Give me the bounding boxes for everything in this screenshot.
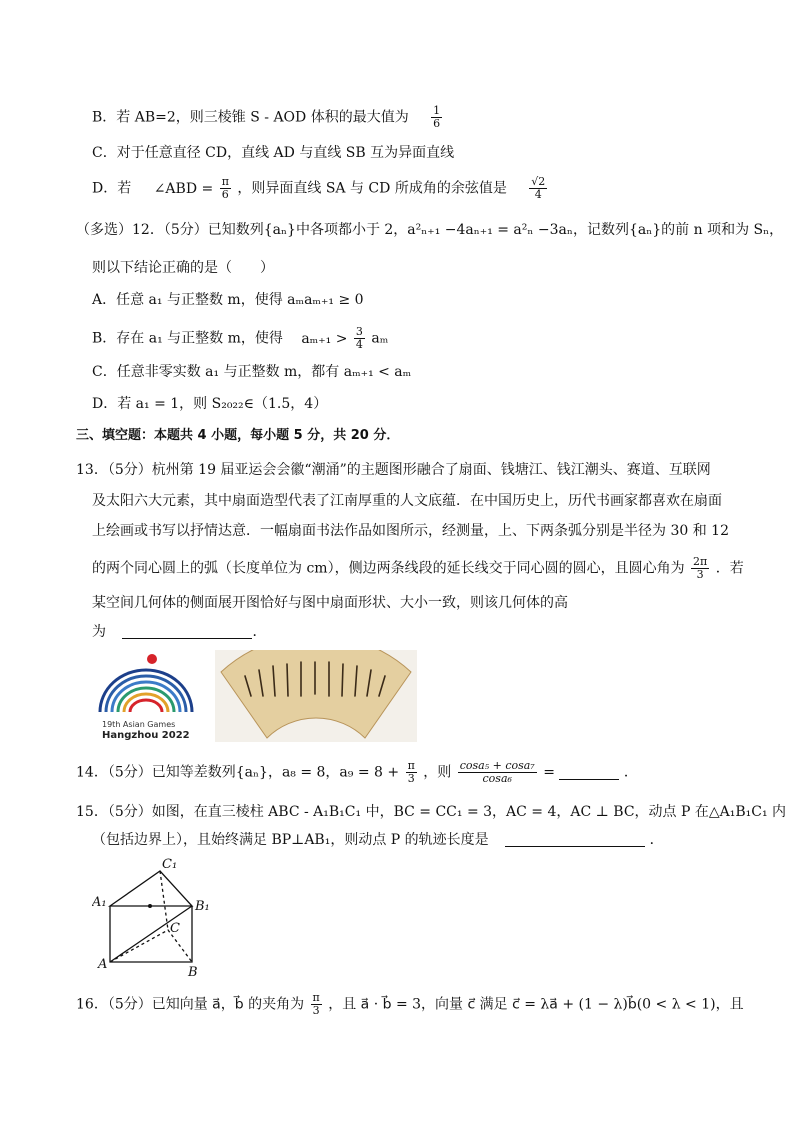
hidden-edge-cc1 [160, 871, 168, 930]
logo-caption-line2: Hangzhou 2022 [102, 730, 190, 741]
fraction-cos-ratio: $\frac{\text{cosa₅ + cosa₇}}{\text{cosa₆}}$ [459, 759, 535, 785]
top-face [110, 871, 192, 906]
answer-blank-15[interactable] [505, 832, 645, 847]
fan-shape [221, 650, 411, 738]
fraction-two-pi-over-three: $\frac{2\pi}{3}$ [693, 555, 708, 581]
asian-games-logo [90, 650, 202, 742]
fraction-one-sixth: $\frac{1}{6}$ [433, 104, 441, 130]
label-b1: B₁ [195, 899, 210, 914]
q15-line1: 15．（5分）如图，在直三棱柱 ABC - A₁B₁C₁ 中，BC = CC₁ = 3，AC = 4，AC ⊥ BC，动点 P 在△A₁B₁C₁ 内 [76, 804, 787, 820]
label-c1: C₁ [162, 857, 178, 872]
answer-blank-13[interactable] [122, 624, 252, 639]
answer-blank-14[interactable] [559, 765, 619, 780]
fraction-pi-over-three: $\frac{\pi}{3}$ [407, 759, 415, 785]
label-a1: A₁ [92, 895, 107, 910]
q12-option-d: D．若 a₁ = 1，则 S₂₀₂₂∈（1.5，4） [92, 396, 328, 412]
q13-line6: 为 ． [92, 624, 267, 640]
q12-option-c: C．任意非零实数 a₁ 与正整数 m，都有 aₘ₊₁ < aₘ [92, 364, 412, 380]
fan-calligraphy-image [215, 650, 417, 742]
q15-line2: （包括边界上），且始终满足 BP⊥AB₁，则动点 P 的轨迹长度是 ． [92, 832, 664, 848]
label-b: B [188, 965, 198, 980]
q11-option-d: D．若 ∠ABD = $\frac{\pi}{6}$ ，则异面直线 SA 与 CD 所成角的余弦值是 $\frac{√2}{4}$ [92, 175, 546, 201]
q12-option-b: B．存在 a₁ 与正整数 m，使得 aₘ₊₁ > $\frac{3}{4}$ aₘ [92, 325, 389, 351]
q12-stem-line2: 则以下结论正确的是（ ） [92, 260, 274, 276]
logo-caption-line1: 19th Asian Games [102, 720, 176, 729]
q13-line5: 某空间几何体的侧面展开图恰好与图中扇面形状、大小一致，则该几何体的高 [92, 595, 568, 611]
q16-stem: 16．（5分）已知向量 a⃗，b⃗ 的夹角为 $\frac{\pi}{3}$ ，且 a⃗ · b⃗ = 3，向量 c⃗ 满足 c⃗ = λa⃗ + (1 − λ)b⃗(0 < λ < 1)，且 [76, 991, 744, 1017]
section-heading: 三、填空题：本题共 4 小题，每小题 5 分，共 20 分． [76, 428, 400, 443]
fraction-three-quarters: $\frac{3}{4}$ [355, 325, 363, 351]
q13-line2: 及太阳六大元素，其中扇面造型代表了江南厚重的人文底蕴．在中国历史上，历代书画家都喜欢在扇面 [92, 493, 722, 509]
prism-figure [92, 852, 222, 980]
logo-emblem [90, 650, 202, 716]
q13-line4: 的两个同心圆上的弧（长度单位为 cm），侧边两条线段的延长线交于同心圆的圆心，且圆心角为 $\frac{2\pi}{3}$ ．若 [92, 555, 744, 581]
q13-line1: 13．（5分）杭州第 19 届亚运会会徽“潮涌”的主题图形融合了扇面、钱塘江、钱江潮头、赛道、互联网 [76, 462, 711, 478]
label-c: C [170, 921, 180, 936]
q11-option-c: C．对于任意直径 CD，直线 AD 与直线 SB 互为异面直线 [92, 145, 455, 161]
fraction-sqrt2-over-four: $\frac{√2}{4}$ [531, 175, 546, 201]
q11-option-b: B．若 AB=2，则三棱锥 S - AOD 体积的最大值为 $\frac{1}{6}$ [92, 104, 441, 130]
q13-line3: 上绘画或书写以抒情达意．一幅扇面书法作品如图所示，经测量，上、下两条弧分别是半径为 30 和 12 [92, 523, 729, 539]
logo-sun [147, 654, 157, 664]
q12-stem-line1: （多选）12．（5分）已知数列{aₙ}中各项都小于 2，a²ₙ₊₁ −4aₙ₊₁ = a²ₙ −3aₙ，记数列{aₙ}的前 n 项和为 Sₙ， [76, 222, 784, 238]
q14-stem: 14．（5分）已知等差数列{aₙ}，a₈ = 8，a₉ = 8 + $\frac{\pi}{3}$ ，则 $\frac{\text{cosa₅ + cosa₇}}{\text{cosa₆}}$ = ． [76, 759, 638, 785]
fraction-pi-over-six: $\frac{\pi}{6}$ [221, 175, 229, 201]
q12-option-a: A．任意 a₁ 与正整数 m，使得 aₘaₘ₊₁ ≥ 0 [92, 292, 364, 308]
point-p [148, 904, 152, 908]
label-a: A [98, 957, 108, 972]
fraction-pi-over-three-16: $\frac{\pi}{3}$ [312, 991, 320, 1017]
